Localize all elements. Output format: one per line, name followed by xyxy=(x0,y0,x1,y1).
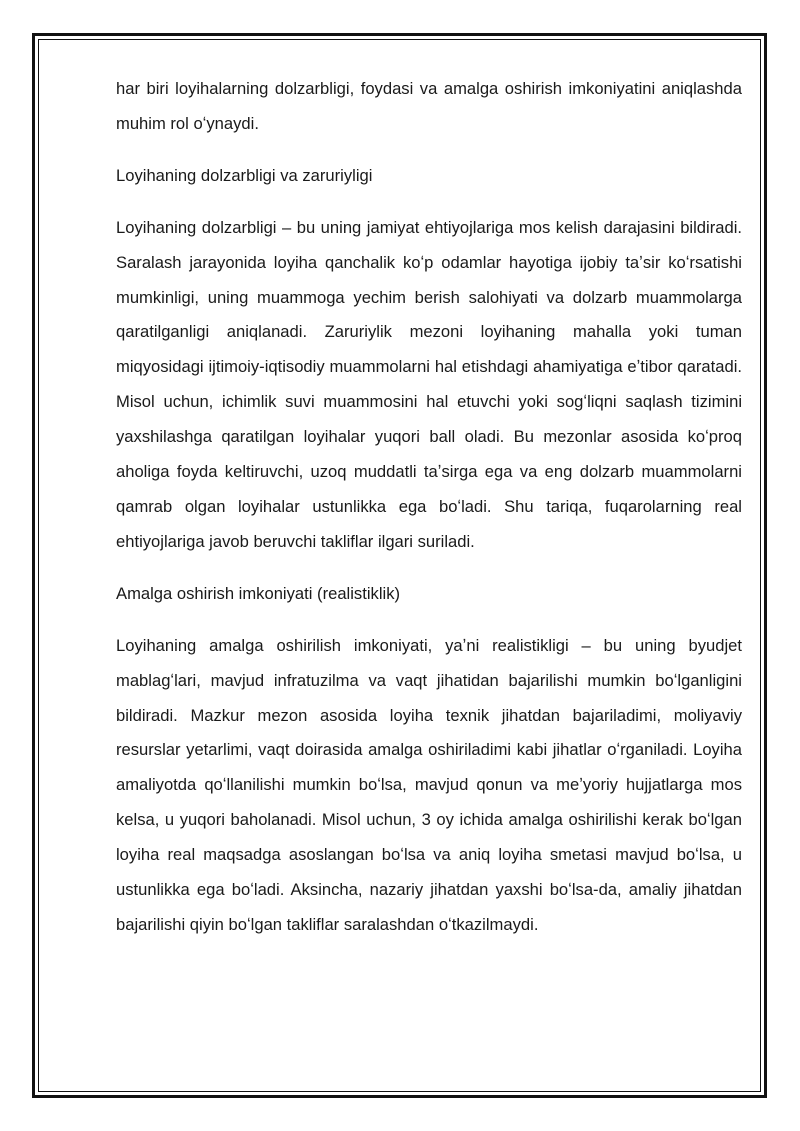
section-heading-feasibility: Amalga oshirish imkoniyati (realistiklik) xyxy=(116,583,401,603)
paragraph-relevance: Loyihaning dolzarbligi – bu uning jamiyat ehtiyojlariga mos kelish darajasini bildiradi. Saralash jarayonida loyiha qanchalik koʻp odamlar hayotiga ijobiy taʼsir koʻrsatishi mumkinligi, uning muammoga yechim berish salohiyati va dolzarb muammolarga qaratilganligi aniqlanadi. Zaruriylik mezoni loyihaning mahalla yoki tuman miqyosidagi ijtimoiy-iqtisodiy muammolarni hal etishdagi ahamiyatiga eʼtibor qaratadi. Misol uchun, ichimlik suvi muammosini hal etuvchi yoki sogʻliqni saqlash tizimini yaxshilashga qaratilgan loyihalar yuqori ball oladi. Bu mezonlar asosida koʻproq aholiga foyda keltiruvchi, uzoq muddatli taʼsirga ega va eng dolzarb muammolarni qamrab olgan loyihalar ustunlikka ega boʻladi. Shu tariqa, fuqarolarning real ehtiyojlariga javob beruvchi takliflar ilgari suriladi. xyxy=(116,217,742,551)
document-body xyxy=(116,72,742,960)
paragraph-intro-continuation: har biri loyihalarning dolzarbligi, foydasi va amalga oshirish imkoniyatini aniqlashda muhim rol oʻynaydi. xyxy=(116,79,742,133)
section-heading-relevance: Loyihaning dolzarbligi va zaruriyligi xyxy=(116,165,373,185)
paragraph-feasibility: Loyihaning amalga oshirilish imkoniyati, yaʼni realistikligi – bu uning byudjet mablagʻlari, mavjud infratuzilma va vaqt jihatidan bajarilishi mumkin boʻlganligini bildiradi. Mazkur mezon asosida loyiha texnik jihatdan bajariladimi, moliyaviy resurslar yetarlimi, vaqt doirasida amalga oshiriladimi kabi jihatlar oʻrganiladi. Loyiha amaliyotda qoʻllanilishi mumkin boʻlsa, mavjud qonun va meʼyoriy hujjatlarga mos kelsa, u yuqori baholanadi. Misol uchun, 3 oy ichida amalga oshirilishi kerak boʻlgan loyiha real maqsadga asoslangan boʻlsa va aniq loyiha smetasi mavjud boʻlsa, u ustunlikka ega boʻladi. Aksincha, nazariy jihatdan yaxshi boʻlsa-da, amaliy jihatdan bajarilishi qiyin boʻlgan takliflar saralashdan oʻtkazilmaydi. xyxy=(116,635,742,934)
